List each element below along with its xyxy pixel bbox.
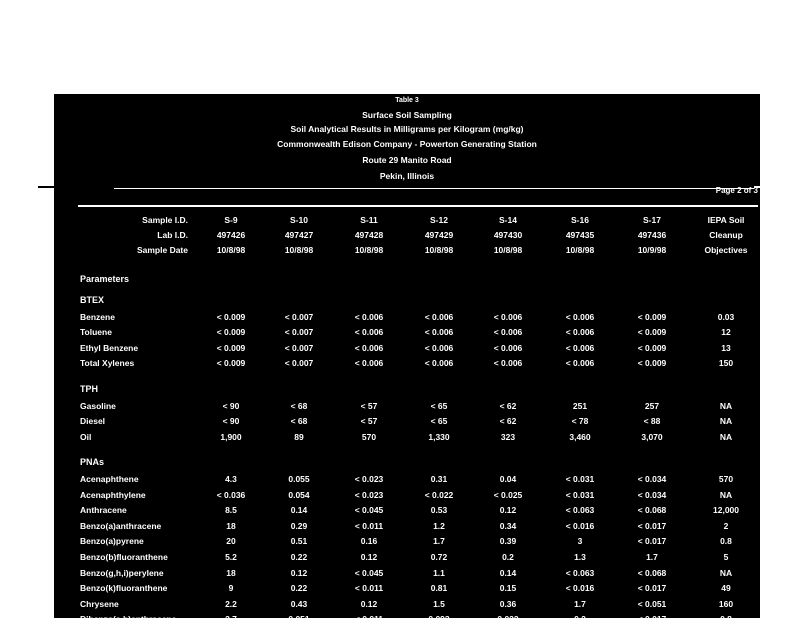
result-value: 0.14	[499, 567, 517, 578]
result-value: 570	[361, 431, 377, 442]
result-value: < 0.011	[354, 520, 384, 531]
result-value: < 0.023	[354, 474, 384, 484]
result-value: < 0.006	[354, 358, 384, 369]
result-value: < 0.063	[565, 505, 595, 516]
sample-lab: 497428	[354, 230, 384, 240]
result-value: 2.2	[225, 598, 237, 609]
result-value: 0.2	[502, 552, 514, 562]
sample-id: S-16	[571, 215, 589, 225]
objective-header: Objectives	[704, 245, 748, 255]
result-value: < 0.006	[354, 311, 384, 322]
result-value: < 68	[290, 400, 308, 411]
result-value: < 90	[222, 416, 240, 427]
result-value: < 0.006	[493, 342, 523, 353]
result-value: < 0.009	[637, 327, 667, 338]
result-value: 1.7	[646, 552, 658, 562]
result-value: < 0.006	[424, 327, 454, 338]
result-value: < 0.031	[565, 489, 595, 500]
result-value: 3,460	[569, 431, 591, 442]
objective-value: 2	[723, 520, 729, 531]
result-value: 0.022	[497, 614, 519, 625]
result-value: < 0.006	[565, 342, 595, 353]
objective-header: Cleanup	[709, 230, 743, 240]
result-value: < 88	[643, 416, 661, 427]
result-value: < 78	[571, 416, 589, 427]
result-value: 18	[226, 520, 236, 531]
result-value: < 0.006	[493, 311, 523, 322]
report-subtitle: Soil Analytical Results in Milligrams per Kilogram (mg/kg)	[290, 124, 524, 134]
result-value: 0.2	[574, 614, 586, 625]
result-value: < 0.045	[354, 567, 384, 578]
result-value: < 0.025	[493, 489, 523, 500]
result-value: 4.3	[225, 474, 237, 484]
result-value: 0.53	[430, 505, 448, 516]
objective-value: 160	[718, 598, 734, 609]
objective-value: NA	[719, 400, 733, 411]
table-row	[54, 416, 760, 431]
objective-value: 12	[721, 327, 731, 338]
result-value: < 0.068	[637, 567, 667, 578]
result-value: < 0.006	[493, 327, 523, 338]
result-value: 251	[572, 400, 588, 411]
site-city: Pekin, Illinois	[379, 171, 435, 181]
sample-id: S-11	[360, 215, 378, 225]
result-value: 0.22	[290, 583, 308, 594]
result-value: < 0.045	[354, 505, 384, 516]
result-value: 9	[228, 583, 234, 594]
column-header-row	[54, 230, 760, 244]
result-value: 0.12	[360, 552, 378, 562]
sample-lab: 497435	[565, 230, 595, 240]
parameter-name: Dibenzo(a,h)anthracene	[80, 614, 177, 625]
result-value: < 0.009	[216, 358, 246, 369]
table-row	[54, 614, 760, 629]
sample-date: 10/8/98	[216, 245, 246, 255]
result-value: < 0.016	[565, 583, 595, 594]
table-row	[54, 536, 760, 551]
result-value: < 0.051	[637, 598, 667, 609]
objective-value: NA	[719, 567, 733, 578]
result-value: 0.093	[428, 614, 450, 625]
result-value: < 0.023	[354, 489, 384, 500]
result-value: 1.7	[574, 598, 586, 609]
parameter-name: Total Xylenes	[80, 358, 135, 369]
result-value: < 0.007	[284, 342, 314, 353]
report-title: Surface Soil Sampling	[362, 110, 452, 120]
result-value: < 0.006	[424, 358, 454, 369]
page-number: Page 2 of 3	[715, 186, 758, 195]
sample-lab: 497430	[493, 230, 523, 240]
result-value: 0.16	[360, 536, 378, 547]
result-value: 1.5	[433, 598, 445, 609]
result-value: < 65	[430, 416, 448, 427]
result-value: 3	[577, 536, 583, 547]
table-row	[54, 505, 760, 520]
result-value: < 68	[290, 416, 308, 427]
sample-id: S-14	[499, 215, 517, 225]
result-value: < 0.007	[284, 311, 314, 322]
result-value: < 0.006	[354, 342, 384, 353]
sample-date: 10/9/98	[637, 245, 667, 255]
result-value: 1.1	[433, 567, 445, 578]
column-header-label: Lab I.D.	[157, 230, 188, 240]
result-value: < 0.036	[216, 489, 246, 500]
result-value: < 0.017	[637, 536, 667, 547]
result-value: 0.051	[288, 614, 310, 625]
result-value: 0.15	[499, 583, 517, 594]
result-value: 89	[294, 431, 304, 442]
result-value: < 57	[360, 400, 378, 411]
objective-value: NA	[719, 431, 733, 442]
sample-lab: 497429	[424, 230, 454, 240]
result-value: < 0.011	[354, 583, 384, 594]
table-row	[54, 327, 760, 342]
result-value: 3,070	[641, 431, 663, 442]
column-header-row	[54, 245, 760, 259]
result-value: 1,900	[220, 431, 242, 442]
sample-date: 10/8/98	[284, 245, 314, 255]
sample-date: 10/8/98	[565, 245, 595, 255]
parameter-name: Benzo(g,h,i)perylene	[80, 567, 164, 578]
result-value: < 0.006	[424, 342, 454, 353]
objective-value: 49	[721, 583, 731, 594]
parameter-name: Benzo(k)fluoranthene	[80, 583, 168, 594]
table-row	[54, 401, 760, 416]
result-value: < 0.017	[637, 583, 667, 594]
table-number: Table 3	[395, 97, 419, 104]
header-rule	[114, 188, 754, 189]
result-value: 257	[644, 400, 660, 411]
result-value: < 0.009	[637, 311, 667, 322]
table-row	[54, 521, 760, 536]
result-value: < 0.016	[565, 520, 595, 531]
result-value: 0.12	[499, 505, 517, 516]
sample-id: S-12	[430, 215, 448, 225]
section-heading: PNAs	[80, 457, 105, 468]
result-value: < 0.034	[637, 474, 667, 484]
table-row	[54, 568, 760, 583]
section-heading: TPH	[80, 384, 98, 394]
result-value: < 0.009	[637, 342, 667, 353]
result-value: < 0.011	[354, 614, 384, 625]
objective-value: NA	[719, 416, 733, 427]
result-value: < 0.006	[424, 311, 454, 322]
site-address: Route 29 Manito Road	[362, 155, 452, 165]
section-heading: BTEX	[80, 295, 105, 305]
objective-value: 570	[718, 474, 734, 484]
result-value: < 0.007	[284, 327, 314, 338]
result-value: < 0.006	[354, 327, 384, 338]
result-value: < 0.009	[216, 342, 246, 353]
sample-date: 10/8/98	[493, 245, 523, 255]
parameter-name: Chrysene	[80, 598, 119, 609]
result-value: < 0.009	[216, 327, 246, 338]
table-row	[54, 312, 760, 327]
result-value: 0.12	[360, 598, 378, 609]
sample-date: 10/8/98	[354, 245, 384, 255]
result-value: 0.31	[430, 474, 448, 484]
objective-value: 13	[721, 342, 731, 353]
result-value: < 90	[222, 400, 240, 411]
parameters-heading: Parameters	[80, 274, 130, 284]
result-value: < 0.022	[424, 489, 454, 500]
result-value: 1.3	[574, 552, 586, 562]
result-value: 18	[226, 567, 236, 578]
result-value: 0.054	[288, 489, 310, 500]
parameter-name: Acenaphthylene	[80, 489, 146, 500]
sample-id: S-9	[224, 215, 238, 225]
result-value: 2.7	[225, 614, 237, 625]
result-value: 0.72	[430, 552, 448, 562]
parameter-name: Anthracene	[80, 505, 127, 516]
result-value: < 0.017	[637, 520, 667, 531]
result-value: 0.51	[290, 536, 308, 547]
table-row	[54, 343, 760, 358]
parameter-name: Acenaphthene	[80, 474, 139, 484]
result-value: < 62	[499, 400, 517, 411]
result-value: 5.2	[225, 552, 237, 562]
left-margin-mark	[38, 186, 56, 188]
result-value: 323	[500, 431, 516, 442]
result-value: 1.7	[433, 536, 445, 547]
result-value: < 57	[360, 416, 378, 427]
result-value: 0.12	[290, 567, 308, 578]
result-value: 0.22	[290, 552, 308, 562]
objective-header: IEPA Soil	[707, 215, 745, 225]
result-value: < 0.009	[637, 358, 667, 369]
result-value: 0.055	[288, 474, 310, 484]
table-row	[54, 474, 760, 489]
result-value: 0.34	[499, 520, 517, 531]
sample-lab: 497436	[637, 230, 667, 240]
result-value: < 0.017	[637, 614, 667, 625]
result-value: 20	[226, 536, 236, 547]
column-header-row	[54, 215, 760, 229]
result-value: 0.81	[430, 583, 448, 594]
objective-value: 0.03	[717, 311, 735, 322]
result-value: < 0.009	[216, 311, 246, 322]
objective-value: 12,000	[713, 505, 739, 516]
parameter-name: Toluene	[80, 327, 112, 338]
result-value: < 65	[430, 400, 448, 411]
result-value: 1.2	[433, 520, 445, 531]
parameter-name: Benzo(b)fluoranthene	[80, 552, 168, 562]
parameter-name: Gasoline	[80, 400, 116, 411]
result-value: < 62	[499, 416, 517, 427]
parameter-name: Diesel	[80, 416, 106, 427]
objective-value: 0.8	[720, 614, 732, 625]
sample-id: S-17	[643, 215, 661, 225]
table-row	[54, 432, 760, 447]
sample-lab: 497426	[216, 230, 246, 240]
report-page	[54, 94, 760, 625]
parameter-name: Benzene	[80, 311, 115, 322]
result-value: 0.04	[499, 474, 517, 484]
result-value: < 0.063	[565, 567, 595, 578]
objective-value: 5	[723, 552, 729, 562]
table-row	[54, 599, 760, 614]
table-row	[54, 358, 760, 373]
sample-id: S-10	[290, 215, 308, 225]
sample-date: 10/8/98	[424, 245, 454, 255]
parameter-name: Oil	[80, 431, 92, 442]
column-header-label: Sample Date	[136, 245, 188, 255]
result-value: 0.39	[499, 536, 517, 547]
objective-value: 150	[718, 358, 734, 369]
parameter-name: Benzo(a)pyrene	[80, 536, 144, 547]
result-value: < 0.006	[565, 327, 595, 338]
table-row	[54, 552, 760, 567]
result-value: 1,330	[428, 431, 450, 442]
sample-lab: 497427	[284, 230, 314, 240]
result-value: < 0.031	[565, 474, 595, 484]
result-value: 0.14	[290, 505, 308, 516]
result-value: 0.36	[499, 598, 517, 609]
objective-value: 0.8	[720, 536, 732, 547]
result-value: 0.29	[290, 520, 308, 531]
parameter-name: Benzo(a)anthracene	[80, 520, 162, 531]
parameter-name: Ethyl Benzene	[80, 342, 139, 353]
company-name: Commonwealth Edison Company - Powerton Generating Station	[277, 139, 537, 149]
column-header-label: Sample I.D.	[142, 215, 188, 225]
result-value: < 0.034	[637, 489, 667, 500]
result-value: < 0.006	[565, 358, 595, 369]
table-row	[54, 490, 760, 505]
result-value: < 0.007	[284, 358, 314, 369]
result-value: < 0.068	[637, 505, 667, 516]
result-value: 8.5	[225, 505, 237, 516]
table-row	[54, 583, 760, 598]
result-value: < 0.006	[565, 311, 595, 322]
result-value: 0.43	[290, 598, 308, 609]
objective-value: NA	[719, 489, 733, 500]
result-value: < 0.006	[493, 358, 523, 369]
column-header-rule	[78, 205, 758, 207]
